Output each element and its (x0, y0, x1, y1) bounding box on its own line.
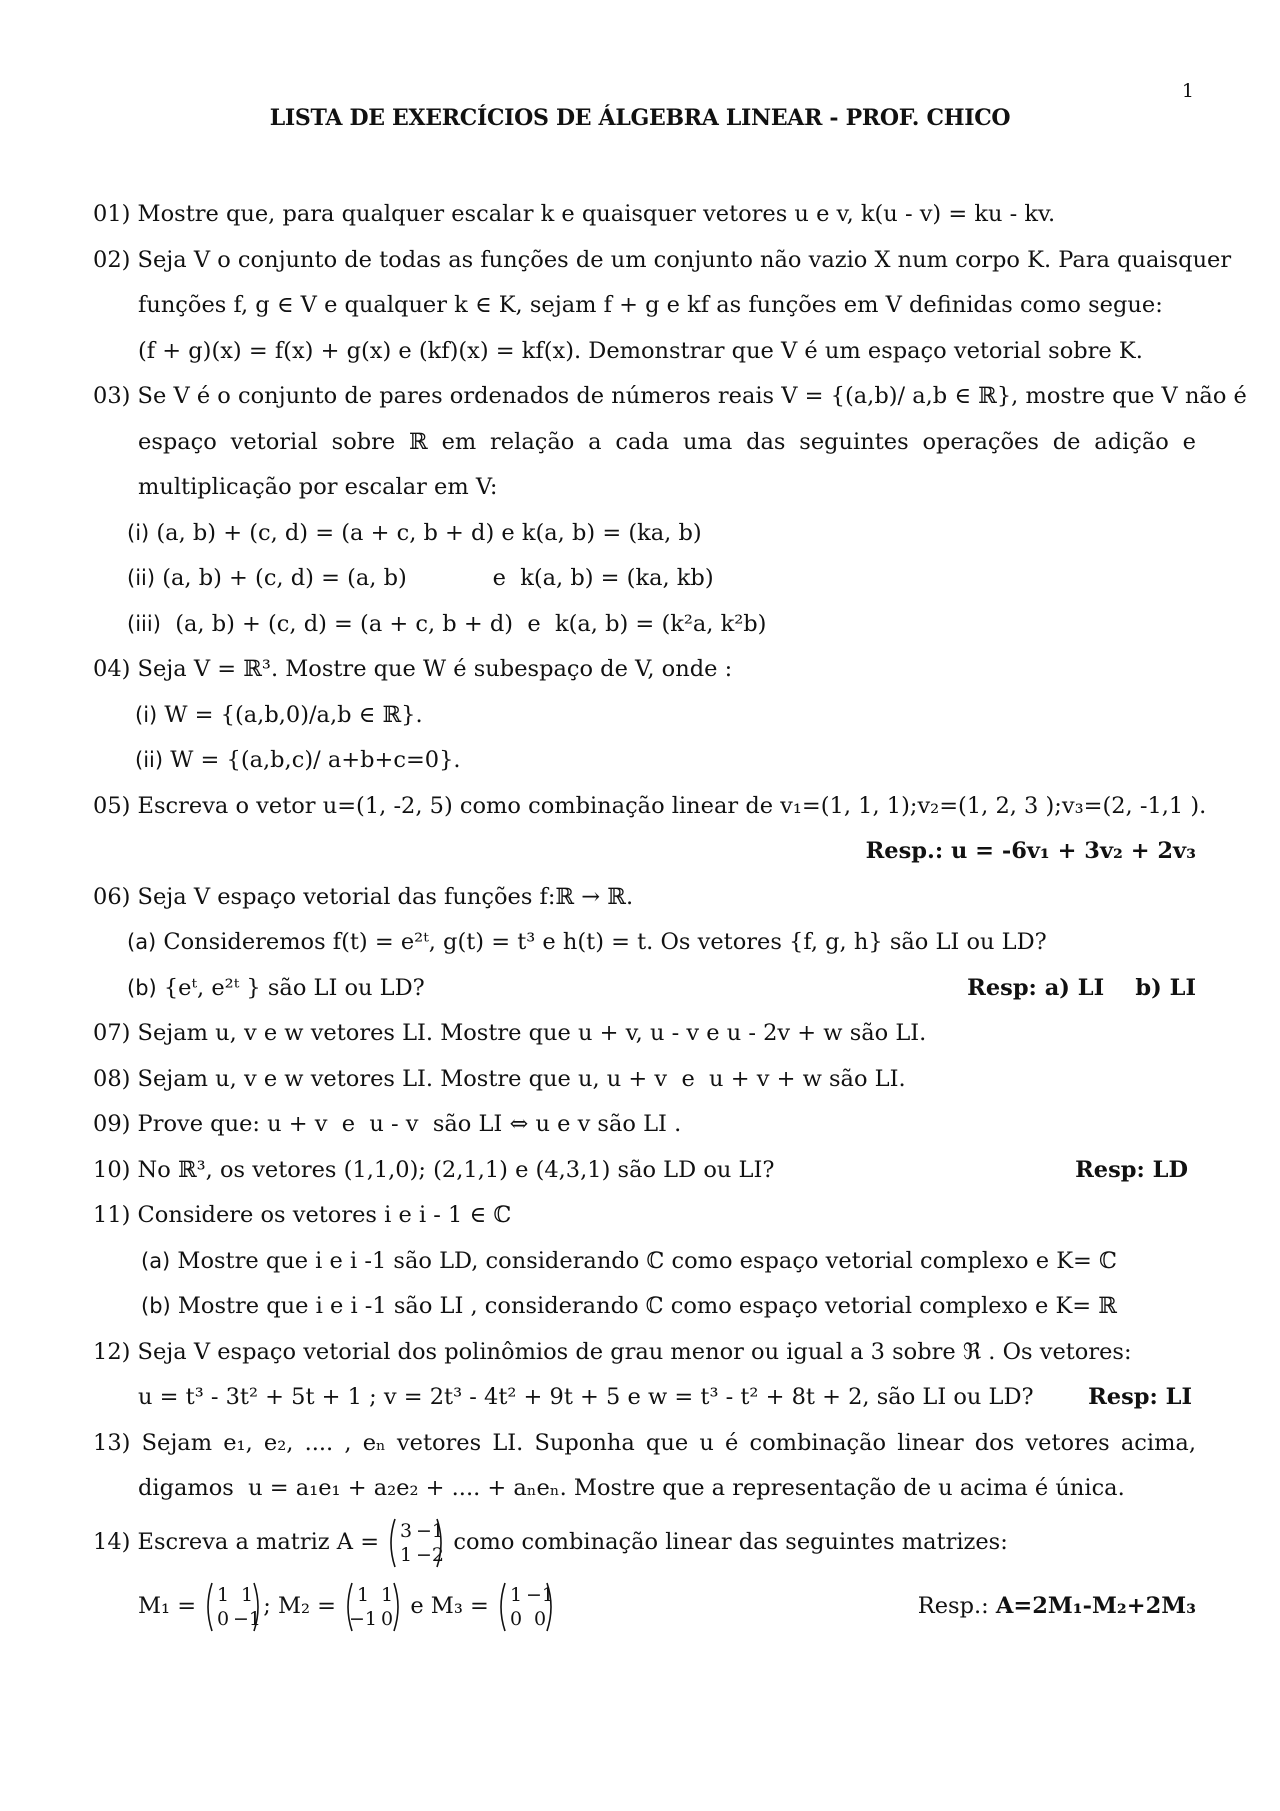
exercise-list (93, 192, 1247, 1636)
matrix-entry: −2 (416, 1543, 445, 1566)
matrix-entry: 1 (357, 1583, 370, 1606)
matrix-entry: 1 (381, 1583, 394, 1606)
exercise-05-answer: Resp.: u = -6v₁ + 3v₂ + 2v₃ (865, 838, 1196, 864)
exercise-05-answer-line (93, 829, 1196, 875)
matrix-M1 (203, 1581, 263, 1633)
exercise-09: 09) Prove que: u + v e u - v são LI ⇔ u e v são LI . (93, 1111, 682, 1137)
matrix-entry: 0 (217, 1607, 230, 1630)
exercise-06: 06) Seja V espaço vetorial das funções f:ℝ → ℝ. (93, 883, 634, 910)
exercise-12-answer: Resp: LI (1088, 1384, 1192, 1410)
matrix-entry: 1 (241, 1583, 254, 1606)
matrix-left-paren (501, 1583, 505, 1631)
exercise-12: 12) Seja V espaço vetorial dos polinômios de grau menor ou igual a 3 sobre ℜ . Os vetores: (93, 1338, 1132, 1365)
matrix-M3 (496, 1581, 556, 1633)
exercise-13: 13) Sejam e₁, e₂, .... , eₙ vetores LI. Suponha que u é combinação linear dos vetores acima, (93, 1429, 1196, 1456)
exercise-03-line-3: multiplicação por escalar em V: (138, 474, 498, 500)
exercise-04: 04) Seja V = ℝ³. Mostre que W é subespaço de V, onde : (93, 656, 733, 682)
exercise-02: 02) Seja V o conjunto de todas as funções de um conjunto não vazio X num corpo K. Para quaisquer (93, 246, 1232, 273)
exercise-08: 08) Sejam u, v e w vetores LI. Mostre que u, u + v e u + v + w são LI. (93, 1065, 906, 1092)
matrix-M2 (343, 1581, 403, 1633)
matrix-entry: 0 (533, 1607, 547, 1630)
matrix-entry: −1 (233, 1607, 262, 1630)
exercise-14: 14) Escreva a matriz A = 3 −1 1 −2 como combinação linear das seguintes matrizes: (93, 1512, 1196, 1572)
exercise-14-matrices: M₁ = 1 1 0 −1 ; M₂ = 1 1 −1 0 e M₃ = 1 −1 0 0 Resp.: A=2M₁-M₂+2M₃ (93, 1576, 1196, 1636)
exercise-07: 07) Sejam u, v e w vetores LI. Mostre que u + v, u - v e u - 2v + w são LI. (93, 1020, 927, 1046)
exercise-06-item-b: (b) {eᵗ, e²ᵗ } são LI ou LD? Resp: a) LI b) LI (93, 966, 1196, 1012)
exercise-03-line-2: espaço vetorial sobre ℝ em relação a cada uma das seguintes operações de adição e (138, 428, 1196, 455)
exercise-10-answer: Resp: LD (1075, 1156, 1188, 1183)
exercise-03: 03) Se V é o conjunto de pares ordenados de números reais V = {(a,b)/ a,b ∈ ℝ}, mostre que V não é (93, 383, 1247, 409)
exercise-10: 10) No ℝ³, os vetores (1,1,0); (2,1,1) e (4,3,1) são LD ou LI? Resp: LD (93, 1148, 1196, 1194)
exercise-05: 05) Escreva o vetor u=(1, -2, 5) como combinação linear de v₁=(1, 1, 1);v₂=(1, 2, 3 );v₃=(2, -1,1 ). (93, 792, 1207, 819)
exercise-03-item-ii: (ii) (a, b) + (c, d) = (a, b) e k(a, b) = (ka, kb) (127, 565, 714, 591)
document-title: LISTA DE EXERCÍCIOS DE ÁLGEBRA LINEAR - PROF. CHICO (269, 105, 1011, 131)
exercise-04-item-ii: (ii) W = {(a,b,c)/ a+b+c=0}. (135, 747, 461, 773)
matrix-entry: 0 (509, 1607, 523, 1630)
exercise-11-item-a: (a) Mostre que i e i -1 são LD, considerando ℂ como espaço vetorial complexo e K= ℂ (141, 1247, 1117, 1274)
exercise-11: 11) Considere os vetores i e i - 1 ∈ ℂ (93, 1202, 512, 1228)
matrix-left-paren (208, 1583, 212, 1631)
matrix-entry: 1 (509, 1583, 523, 1606)
exercise-06-item-a: (a) Consideremos f(t) = e²ᵗ, g(t) = t³ e h(t) = t. Os vetores {f, g, h} são LI ou LD? (127, 929, 1047, 955)
page-number: 1 (1181, 80, 1194, 102)
matrix-right-paren (394, 1583, 398, 1631)
exercise-03-item-i: (i) (a, b) + (c, d) = (a + c, b + d) e k(a, b) = (ka, b) (127, 519, 702, 546)
exercise-01: 01) Mostre que, para qualquer escalar k e quaisquer vetores u e v, k(u - v) = ku - kv. (93, 201, 1056, 227)
exercise-13-line-2: digamos u = a₁e₁ + a₂e₂ + .... + aₙeₙ. Mostre que a representação de u acima é única. (138, 1475, 1125, 1501)
matrix-entry: 1 (217, 1583, 230, 1606)
matrix-entry: −1 (526, 1583, 555, 1606)
exercise-06-answer: Resp: a) LI b) LI (967, 974, 1196, 1001)
matrix-A (386, 1517, 446, 1569)
matrix-entry: 3 (400, 1519, 413, 1542)
exercise-02-line-2: funções f, g ∈ V e qualquer k ∈ K, sejam f + g e kf as funções em V definidas como segue: (138, 292, 1163, 318)
matrix-entry: 0 (381, 1607, 394, 1630)
matrix-entry: 1 (400, 1543, 413, 1566)
exercise-04-item-i: (i) W = {(a,b,0)/a,b ∈ ℝ}. (135, 701, 423, 728)
matrix-entry: −1 (349, 1607, 378, 1630)
matrix-left-paren (391, 1519, 395, 1567)
matrix-entry: −1 (416, 1519, 445, 1542)
exercise-11-item-b: (b) Mostre que i e i -1 são LI , considerando ℂ como espaço vetorial complexo e K= ℝ (141, 1293, 1117, 1319)
exercise-14-answer: Resp.: A=2M₁-M₂+2M₃ (917, 1592, 1196, 1619)
exercise-12-line-2: u = t³ - 3t² + 5t + 1 ; v = 2t³ - 4t² + 9t + 5 e w = t³ - t² + 8t + 2, são LI ou LD? Resp: LI (93, 1375, 1196, 1421)
exercise-03-item-iii: (iii) (a, b) + (c, d) = (a + c, b + d) e k(a, b) = (k²a, k²b) (127, 610, 767, 637)
exercise-02-line-3: (f + g)(x) = f(x) + g(x) e (kf)(x) = kf(x). Demonstrar que V é um espaço vetorial sobre K. (138, 337, 1143, 364)
